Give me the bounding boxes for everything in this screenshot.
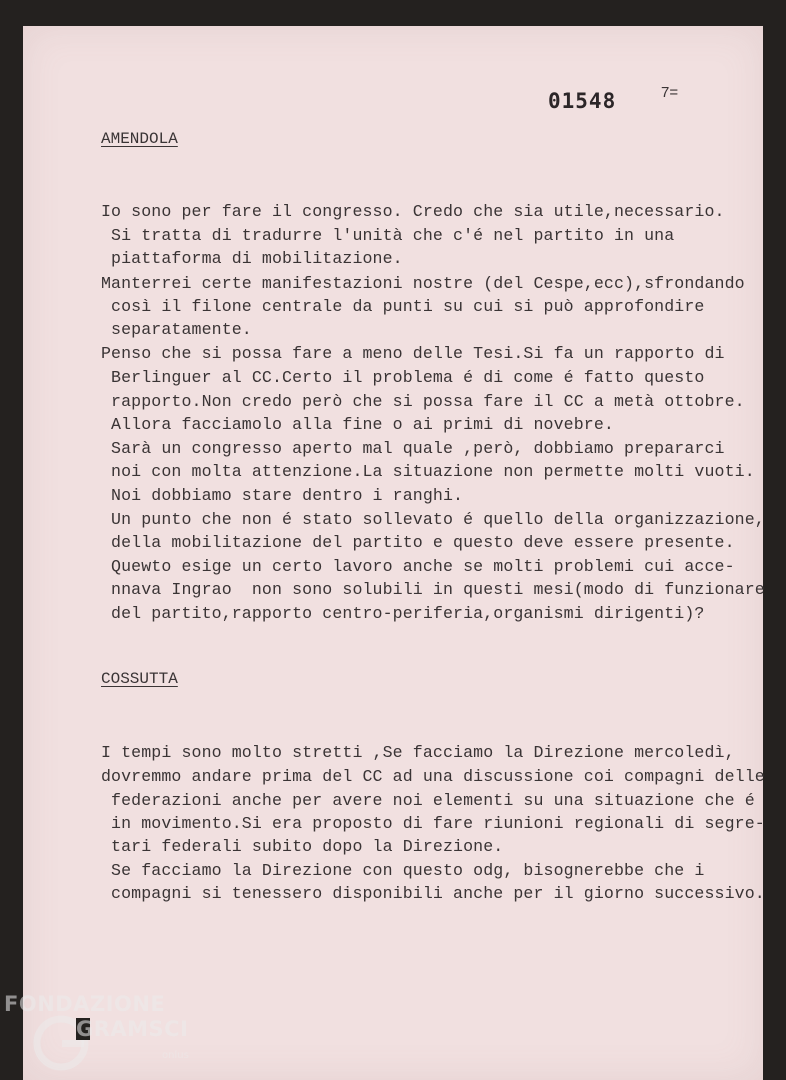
text-line: piattaforma di mobilitazione. [101, 249, 403, 268]
text-line: separatamente. [101, 320, 252, 339]
text-line: Berlinguer al CC.Certo il problema é di come é fatto questo [101, 368, 705, 387]
watermark-line1: FONDAZIONE [4, 992, 166, 1016]
text-line: Sarà un congresso aperto mal quale ,però, dobbiamo prepararci [101, 439, 725, 458]
text-line: Si tratta di tradurre l'unità che c'é nel partito in una [101, 226, 675, 245]
text-line: Noi dobbiamo stare dentro i ranghi. [101, 486, 464, 505]
text-line: Penso che si possa fare a meno delle Tesi.Si fa un rapporto di [101, 344, 725, 363]
text-line: in movimento.Si era proposto di fare riunioni regionali di segre- [101, 814, 765, 833]
text-line: noi con molta attenzione.La situazione non permette molti vuoti. [101, 462, 755, 481]
text-line: federazioni anche per avere noi elementi su una situazione che é [101, 791, 755, 810]
watermark-sub: onlus [162, 1050, 189, 1061]
document-number: 01548 [548, 89, 617, 113]
text-line: compagni si tenessero disponibili anche per il giorno successivo. [101, 884, 765, 903]
text-line: nnava Ingrao non sono solubili in questi mesi(modo di funzionare [101, 580, 765, 599]
text-line: dovremmo andare prima del CC ad una discussione coi compagni delle [101, 767, 765, 786]
text-line: rapporto.Non credo però che si possa fare il CC a metà ottobre. [101, 392, 745, 411]
fondazione-gramsci-watermark [0, 992, 200, 1080]
text-line: Allora facciamolo alla fine o ai primi di novebre. [101, 415, 614, 434]
text-line: Io sono per fare il congresso. Credo che sia utile,necessario. [101, 202, 725, 221]
text-line: tari federali subito dopo la Direzione. [101, 837, 504, 856]
text-line: del partito,rapporto centro-periferia,organismi dirigenti)? [101, 604, 705, 623]
speaker-heading-amendola: AMENDOLA [101, 130, 178, 148]
watermark-line2: GRAMSCI [76, 1017, 189, 1041]
text-line: Manterrei certe manifestazioni nostre (del Cespe,ecc),sfrondando [101, 274, 745, 293]
text-line: Un punto che non é stato sollevato é quello della organizzazione, [101, 510, 765, 529]
text-line: così il filone centrale da punti su cui si può approfondire [101, 297, 705, 316]
paper-sheet [23, 26, 763, 1080]
text-line: della mobilitazione del partito e questo deve essere presente. [101, 533, 735, 552]
text-line: Quewto esige un certo lavoro anche se molti problemi cui acce- [101, 557, 735, 576]
text-line: Se facciamo la Direzione con questo odg, bisognerebbe che i [101, 861, 705, 880]
speaker-heading-cossutta: COSSUTTA [101, 670, 178, 688]
page-mark: 7= [661, 84, 679, 101]
text-line: I tempi sono molto stretti ,Se facciamo la Direzione mercoledì, [101, 743, 735, 762]
